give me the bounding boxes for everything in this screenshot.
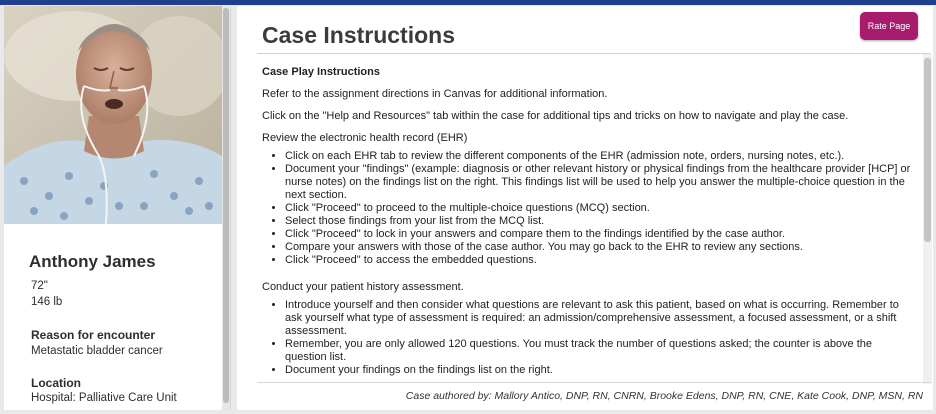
rate-page-button[interactable]: Rate Page (860, 12, 918, 40)
patient-photo (4, 6, 222, 224)
list-item: • Click "Proceed" to proceed to the multiple-choice questions (MCQ) section. (285, 202, 912, 215)
list-item: • Document your "findings" (example: diagnosis or other relevant history or physical findings from the healthcare provider [HCP] or nurse notes) on the findings list on the right. This findings list will be used to help you answer the multiple-choice question in the next section. (285, 163, 912, 202)
list-item: • Introduce yourself and then consider what questions are relevant to ask this patient, based on what is occurring. Remember to ask yourself what type of assessment is required: an admission/comprehensive assessment, a focused assessment, or a shift assessment. (285, 299, 912, 338)
location-value: Hospital: Palliative Care Unit (31, 392, 177, 404)
patient-height: 72" (31, 280, 48, 292)
title-divider (257, 53, 931, 54)
intro-text-1: Refer to the assignment directions in Canvas for additional information. (262, 88, 608, 100)
location-label: Location (31, 376, 81, 390)
patient-panel-scrollbar-thumb[interactable] (223, 8, 229, 403)
reason-label: Reason for encounter (31, 328, 156, 342)
list-item: • Compare your answers with those of the case author. You may go back to the EHR to review any sections. (285, 241, 912, 254)
instructions-scrollbar-thumb[interactable] (924, 58, 931, 242)
ehr-heading: Review the electronic health record (EHR) (262, 132, 468, 144)
history-list (262, 299, 912, 377)
patient-panel-scrollbar[interactable] (222, 6, 230, 410)
ehr-list (262, 150, 912, 267)
list-item: • Remember, you are only allowed 120 questions. You must track the number of questions asked; the counter is above the question list. (285, 338, 912, 364)
instructions-content (262, 66, 912, 380)
instructions-panel (237, 6, 933, 410)
intro-text-2: Click on the "Help and Resources" tab within the case for additional tips and tricks on how to navigate and play the case. (262, 110, 849, 122)
history-heading: Conduct your patient history assessment. (262, 281, 464, 293)
page-title: Case Instructions (262, 22, 455, 48)
list-item: • Click on each EHR tab to review the different components of the EHR (admission note, orders, nursing notes, etc.). (285, 150, 912, 163)
list-item: • Click "Proceed" to access the embedded questions. (285, 254, 912, 267)
instructions-heading: Case Play Instructions (262, 66, 380, 78)
footer-divider (257, 382, 931, 383)
reason-value: Metastatic bladder cancer (31, 345, 163, 357)
patient-panel (4, 6, 231, 410)
patient-name: Anthony James (29, 252, 156, 271)
top-accent-bar (0, 0, 936, 5)
list-item: • Select those findings from your list from the MCQ list. (285, 215, 912, 228)
list-item: • Document your findings on the findings list on the right. (285, 364, 912, 377)
case-authors: Case authored by: Mallory Antico, DNP, RN, CNRN, Brooke Edens, DNP, RN, CNE, Kate Cook, DNP, MSN, RN (405, 390, 923, 402)
instructions-scrollbar[interactable] (923, 54, 932, 384)
patient-weight: 146 lb (31, 296, 63, 308)
list-item: • Click "Proceed" to lock in your answers and compare them to the findings identified by the case author. (285, 228, 912, 241)
